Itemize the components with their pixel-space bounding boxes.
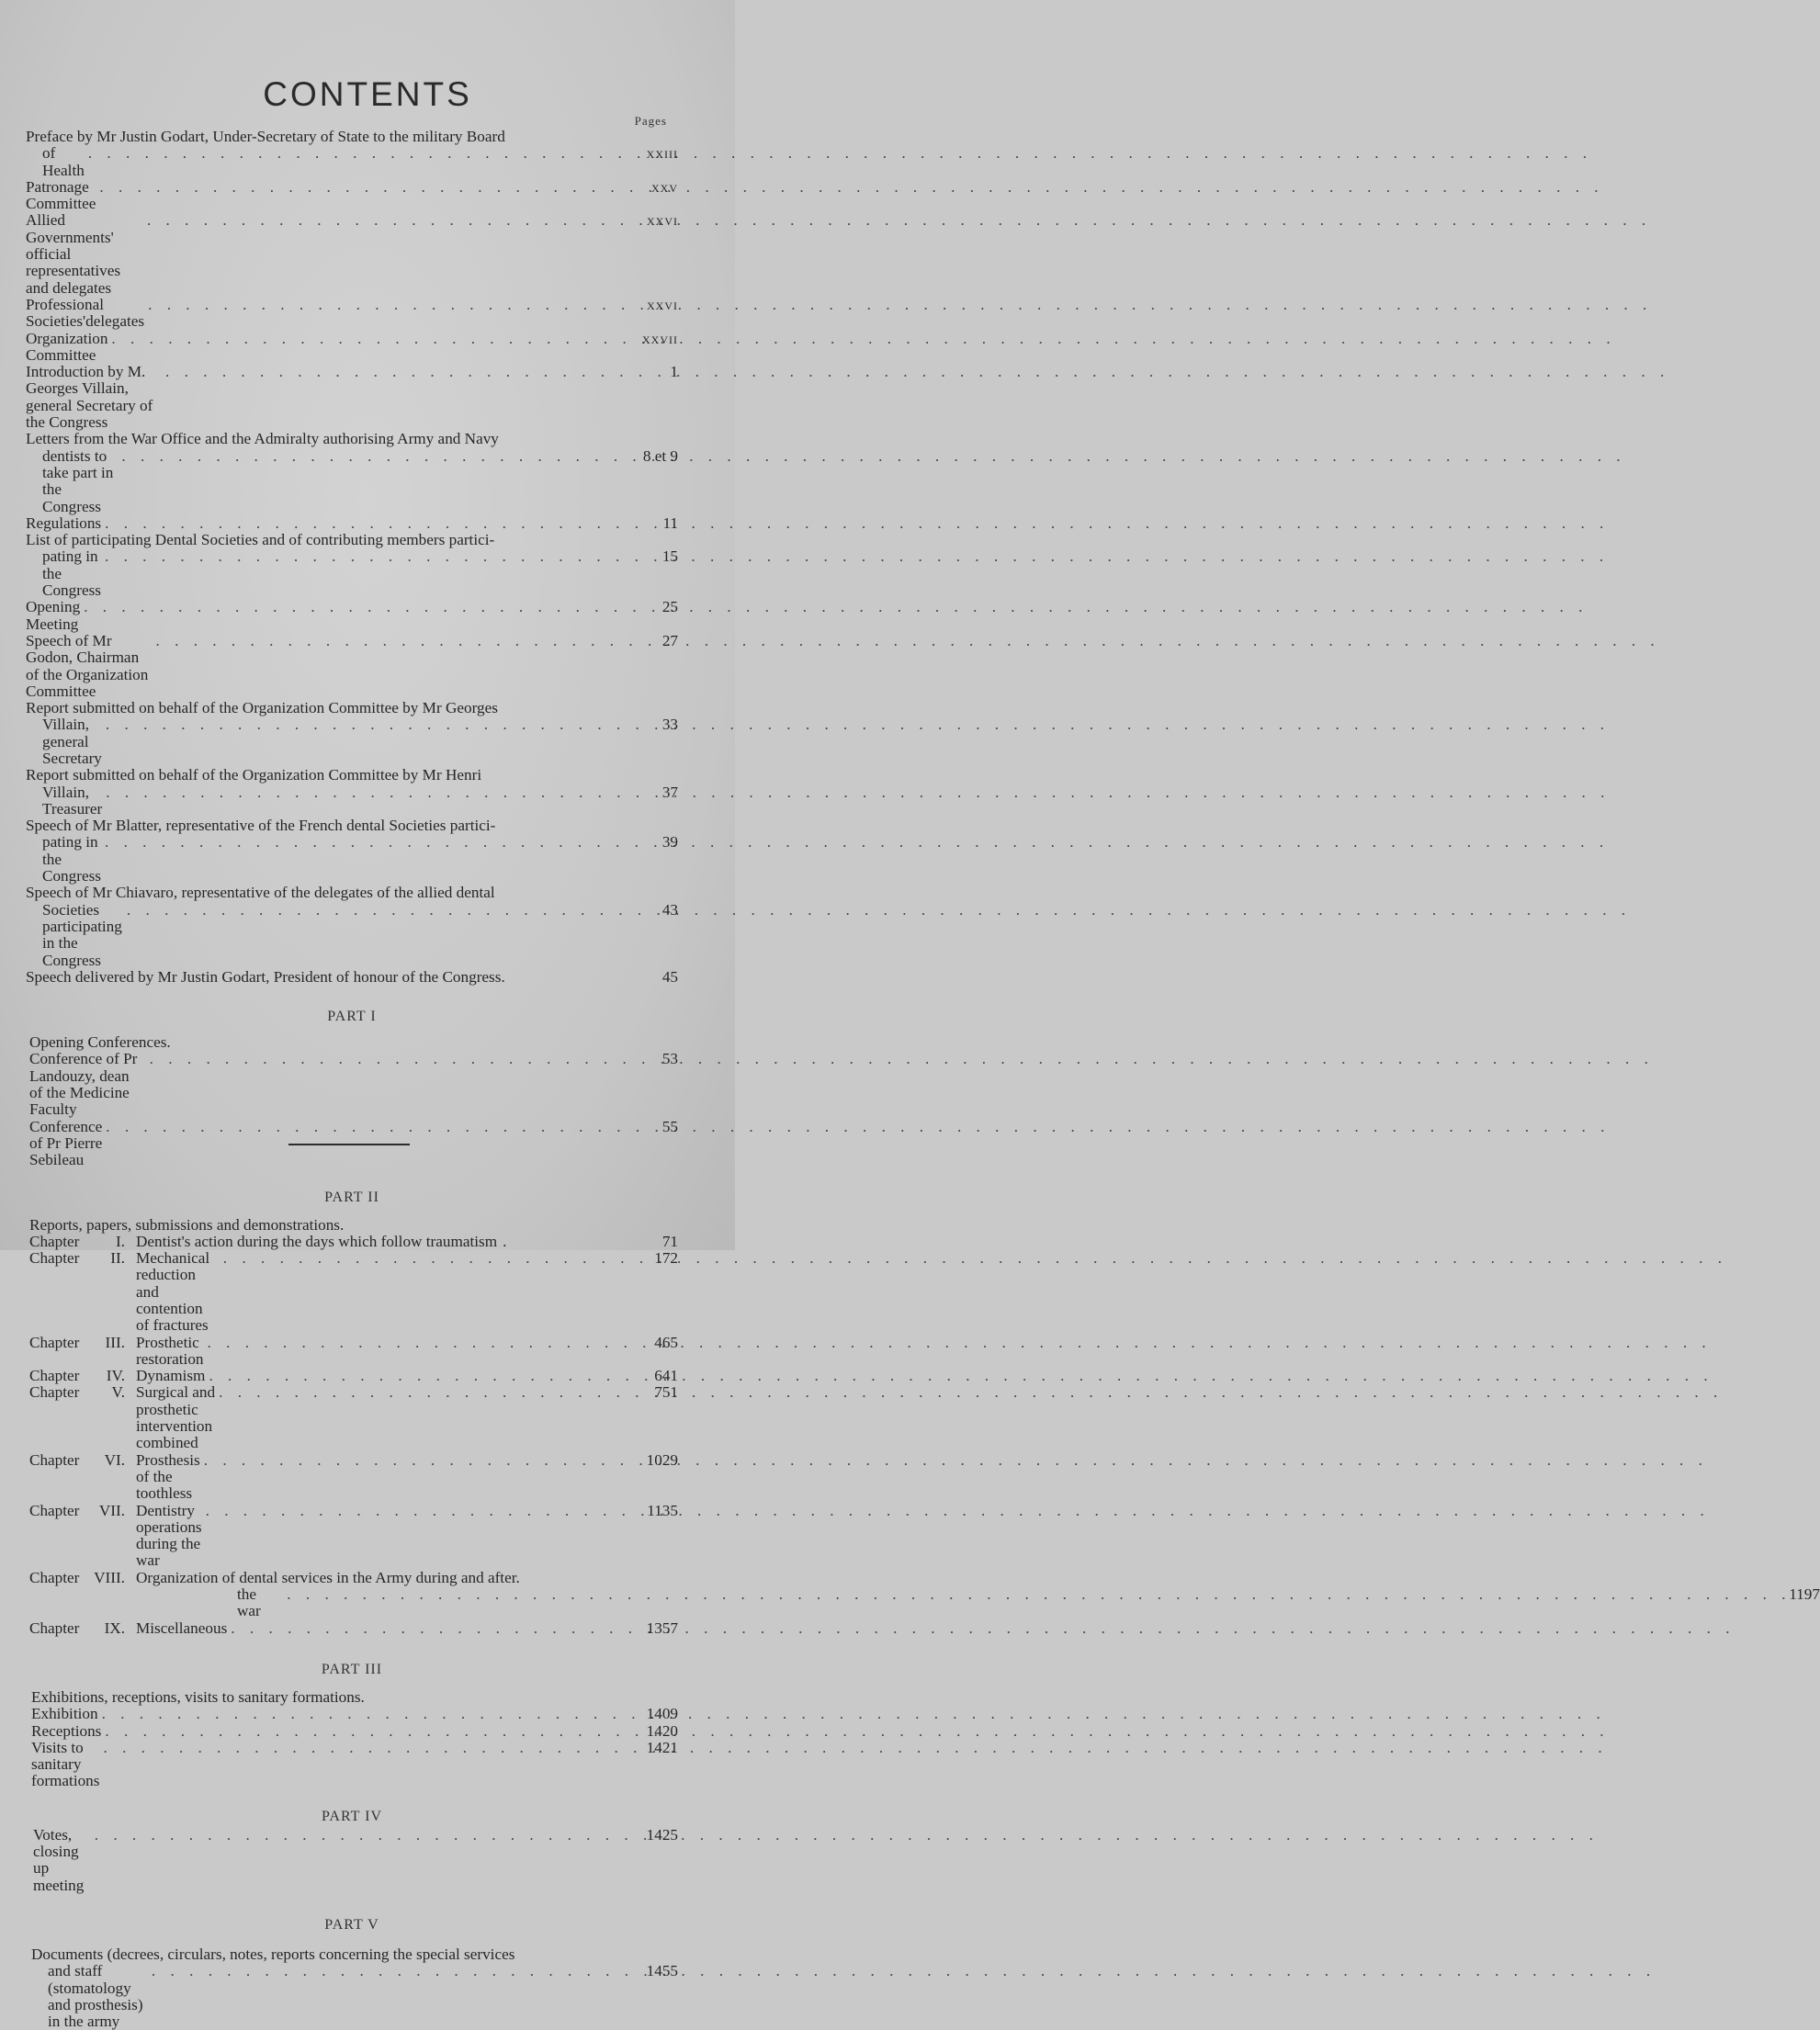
toc-entry: [26, 364, 678, 431]
dot-leader: [150, 1051, 627, 1067]
chapter-number: VI.: [104, 1450, 125, 1469]
chapter-number: IX.: [104, 1618, 125, 1637]
page-number: 1425: [646, 1825, 678, 1844]
dot-leader: [84, 599, 627, 615]
chapter-row: [29, 1452, 678, 1503]
chapter-row: [29, 1368, 678, 1384]
dot-leader: [111, 331, 627, 347]
chapter-number: V.: [111, 1383, 125, 1402]
dot-leader: [88, 145, 627, 162]
dot-leader: [223, 1250, 627, 1267]
chapter-body: [136, 1335, 678, 1369]
entry-title: Villain, Treasurer: [42, 783, 103, 818]
part-3-entries: [26, 1706, 678, 1789]
part-4-entries: [26, 1827, 678, 1894]
chapter-label: Chapter: [29, 1367, 80, 1385]
entry-title: Opening Meeting: [26, 598, 81, 633]
page-number: 45: [661, 967, 678, 986]
toc-entry: [31, 1706, 678, 1722]
entry-title: Conference of Pr Pierre Sebileau: [29, 1117, 103, 1169]
page-number: 1: [670, 363, 678, 381]
dot-leader: [219, 1384, 627, 1401]
toc-entry: [33, 1827, 678, 1894]
page-number: 37: [661, 783, 678, 801]
chapter-number: III.: [105, 1333, 125, 1351]
entry-title: Societies participating in the Congress: [42, 900, 122, 969]
page-number: XXVII: [642, 333, 678, 346]
dot-leader: [106, 1119, 627, 1135]
dot-leader: [206, 1503, 627, 1519]
part-1-intro: Opening Conferences.: [29, 1033, 171, 1052]
chapter-title: Mechanical reduction and contention of fractures: [136, 1249, 210, 1335]
entry-title: Speech of Mr Godon, Chairman of the Organization Committee: [26, 631, 149, 700]
chapter-title: Dynamism: [136, 1367, 206, 1385]
part-3-heading: PART III: [321, 1661, 383, 1677]
page-number: 751: [654, 1383, 678, 1402]
chapter-row: [29, 1234, 678, 1250]
chapter-number: IV.: [106, 1367, 125, 1385]
page-number: 27: [661, 631, 678, 649]
entry-title-line: Speech of Mr Chiavaro, representative of the delegates of the allied dental: [26, 884, 495, 902]
dot-leader: [106, 784, 627, 801]
chapter-title: Miscellaneous: [136, 1618, 228, 1637]
page-number: 641: [654, 1367, 678, 1385]
chapter-body: [136, 1234, 678, 1250]
toc-entry-multiline: [26, 532, 678, 599]
chapter-title: Dentist's action during the days which follow traumatism: [136, 1232, 498, 1250]
chapter-label: Chapter: [29, 1568, 80, 1586]
part-1-heading: PART I: [327, 1009, 377, 1025]
chapter-label: Chapter: [29, 1333, 80, 1351]
toc-entry-multiline: [26, 700, 678, 767]
dot-leader: [152, 1963, 627, 1979]
dot-leader: [105, 1723, 627, 1740]
toc-entry: [29, 1051, 678, 1118]
chapter-label: Chapter: [29, 1249, 80, 1268]
entry-title-line: Letters from the War Office and the Admiralty authorising Army and Navy: [26, 430, 499, 448]
page-number: 1197: [1789, 1585, 1820, 1604]
entry-title: Exhibition: [31, 1705, 98, 1723]
dot-leader: [105, 515, 627, 532]
entry-title: dentists to take part in the Congress: [42, 446, 114, 515]
entry-title-line: Preface by Mr Justin Godart, Under-Secretary of State to the military Board: [26, 128, 505, 145]
entry-title: pating in the Congress: [42, 547, 101, 600]
toc-entry: [136, 1586, 1820, 1620]
chapter-body: [136, 1568, 1820, 1620]
chapter-label: Chapter: [29, 1618, 80, 1637]
chapter-row: [29, 1335, 678, 1369]
chapter-number: I.: [115, 1232, 125, 1250]
page-title: CONTENTS: [263, 75, 472, 113]
entry-title: Allied Governments' official representatives and delegates: [26, 211, 121, 297]
chapter-body: [136, 1368, 678, 1384]
dot-leader: [106, 716, 627, 733]
page-number: 1135: [647, 1501, 678, 1519]
chapter-body: [136, 1452, 678, 1503]
chapter-title: Organization of dental services in the Army during and after.: [136, 1568, 520, 1586]
entry-title-line: Speech of Mr Blatter, representative of the French dental Societies partici-: [26, 817, 496, 835]
dot-leader: [156, 633, 627, 649]
chapter-title: Prosthesis of the toothless: [136, 1450, 200, 1503]
toc-entry: [26, 515, 678, 532]
entry-title: of Health: [42, 144, 85, 179]
chapter-row: [29, 1384, 678, 1451]
part-2-heading: PART II: [324, 1189, 379, 1205]
toc-entry-multiline: [26, 818, 678, 885]
page-number: 33: [661, 716, 678, 734]
chapter-number: VII.: [98, 1501, 125, 1519]
toc-entry: [26, 145, 678, 179]
page-number: 25: [661, 598, 678, 616]
chapter-body: [136, 1620, 678, 1637]
page-number: 8 et 9: [642, 446, 678, 465]
dot-leader: [287, 1586, 1769, 1603]
page-number: XXVI: [647, 215, 678, 229]
page-number: 53: [661, 1050, 678, 1068]
chapter-label: Chapter: [29, 1383, 80, 1402]
toc-entry: [26, 548, 678, 599]
page-number: 1357: [646, 1618, 678, 1637]
toc-entry: [26, 969, 678, 986]
chapter-row: [29, 1250, 678, 1334]
toc-entry: [26, 448, 678, 515]
chapter-row: [29, 1620, 678, 1637]
dot-leader: [204, 1452, 627, 1469]
entry-title: pating in the Congress: [42, 833, 101, 885]
chapter-number: II.: [110, 1249, 125, 1268]
entry-title: Receptions: [31, 1721, 102, 1740]
chapter-body: [136, 1384, 678, 1451]
page-number: 55: [661, 1117, 678, 1135]
page-number: 1409: [646, 1705, 678, 1723]
dot-leader: [102, 1706, 627, 1722]
entry-title: Votes, closing up meeting: [33, 1825, 85, 1894]
entry-title: Villain, general Secretary: [42, 716, 102, 767]
toc-entry: [26, 331, 678, 365]
pages-column-label: Pages: [634, 114, 667, 128]
chapter-label: Chapter: [29, 1450, 80, 1469]
entry-title: Professional Societies'delegates: [26, 295, 145, 331]
toc-entry: [26, 784, 678, 818]
toc-entry: [31, 1963, 678, 2030]
entry-title: Speech delivered by Mr Justin Godart, President of honour of the Congress.: [26, 967, 505, 986]
toc-entry: [31, 1723, 678, 1740]
dot-leader: [127, 902, 627, 919]
dot-leader: [121, 448, 627, 465]
spacer: .: [503, 1232, 507, 1250]
page-number: 465: [654, 1333, 678, 1351]
entry-title-line: Report submitted on behalf of the Organization Committee by Mr Henri: [26, 766, 482, 784]
chapter-multiline: [136, 1570, 1820, 1620]
entry-title: the war: [237, 1585, 261, 1620]
toc-entry: [26, 834, 678, 885]
entry-title-line: List of participating Dental Societies and of contributing members partici-: [26, 531, 495, 549]
toc-entry-multiline: [26, 431, 678, 514]
page-number: XXV: [651, 181, 678, 195]
page-number: XXVI: [647, 299, 678, 312]
dot-leader: [165, 364, 627, 380]
chapter-body: [136, 1503, 678, 1570]
entry-title-line: Documents (decrees, circulars, notes, reports concerning the special services: [31, 1945, 515, 1963]
dot-leader: [99, 179, 627, 196]
dot-leader: [209, 1368, 627, 1384]
chapter-row: [29, 1503, 678, 1570]
part-2-chapters: [26, 1232, 1820, 1637]
dot-leader: [147, 212, 627, 229]
closing-rule: [288, 1144, 410, 1145]
dot-leader: [148, 297, 627, 313]
part-2-intro: Reports, papers, submissions and demonstrations.: [29, 1215, 345, 1234]
toc-entry: [31, 1740, 678, 1790]
toc-entry-multiline: [26, 767, 678, 818]
entry-title: Organization Committee: [26, 329, 108, 364]
dot-leader: [231, 1620, 627, 1637]
chapter-title: Dentistry operations during the war: [136, 1501, 202, 1570]
toc-entry: [26, 633, 678, 700]
toc-entry: [26, 599, 678, 633]
toc-entry-multiline: [26, 885, 678, 968]
entry-title: Conference of Pr Landouzy, dean of the Medicine Faculty: [29, 1050, 138, 1119]
toc-entry: [26, 212, 678, 296]
page-number: 43: [661, 900, 678, 919]
entry-title: Patronage Committee: [26, 177, 96, 213]
chapter-label: Chapter: [29, 1501, 80, 1519]
dot-leader: [103, 1740, 627, 1756]
chapter-label: Chapter: [29, 1232, 80, 1250]
page-number: 11: [662, 513, 678, 532]
part-1-entries: [26, 1051, 678, 1168]
page-number: 71: [661, 1232, 678, 1250]
toc-entry: [26, 179, 678, 213]
page-number: 1455: [646, 1962, 678, 1980]
entry-title: Visits to sanitary formations: [31, 1738, 100, 1790]
entry-title: Introduction by M. Georges Villain, general Secretary of the Congress: [26, 363, 153, 432]
page-number: 1421: [646, 1738, 678, 1756]
table-of-contents: [26, 128, 1820, 2030]
chapter-title: Surgical and prosthetic intervention combined: [136, 1383, 216, 1452]
page-number: 15: [661, 547, 678, 566]
dot-leader: [105, 834, 627, 851]
toc-entry-multiline: [26, 129, 678, 179]
dot-leader: [105, 548, 627, 565]
entry-title-line: Report submitted on behalf of the Organization Committee by Mr Georges: [26, 699, 498, 717]
chapter-title: Prosthetic restoration: [136, 1333, 204, 1368]
toc-entry: [26, 297, 678, 331]
part-5-entry: [26, 1946, 678, 2030]
part-5-heading: PART V: [324, 1916, 379, 1933]
part-4-heading: PART IV: [321, 1808, 383, 1824]
page-number: 1420: [646, 1721, 678, 1740]
page-number: XXIII: [646, 148, 678, 162]
toc-entry: [26, 902, 678, 969]
chapter-number: VIII.: [94, 1568, 125, 1586]
page-number: 1029: [646, 1450, 678, 1469]
part-3-intro: Exhibitions, receptions, visits to sanitary formations.: [31, 1687, 365, 1706]
dot-leader: [95, 1827, 627, 1844]
entry-title: and staff (stomatology and prosthesis) in the army: [48, 1962, 143, 2030]
page-number: 39: [661, 833, 678, 851]
dot-leader: [208, 1335, 627, 1351]
front-matter-section: [26, 129, 678, 986]
chapter-row: [29, 1568, 1820, 1620]
page-number: 172: [654, 1249, 678, 1268]
chapter-body: [136, 1250, 678, 1334]
entry-title: Regulations: [26, 513, 102, 532]
toc-entry: [26, 716, 678, 767]
